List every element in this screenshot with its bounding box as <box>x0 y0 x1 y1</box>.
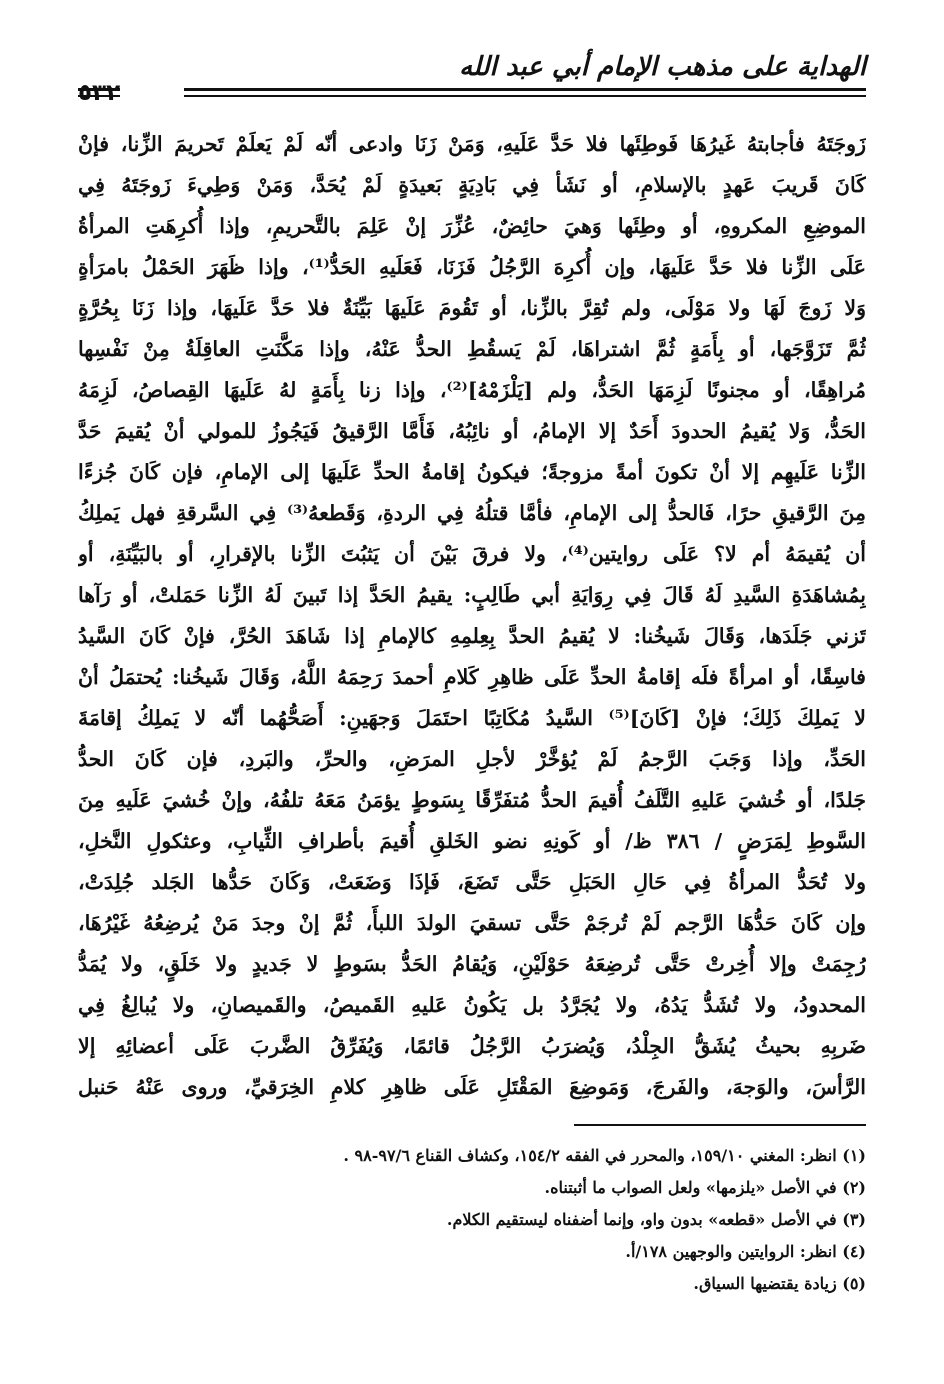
text-line: لا يَملِكَ ذَلِكَ؛ فإنْ [كَانَ]⁽⁵⁾ السَّيدُ مُكَاتِبًا احتَمَلَ وَجهَينِ: أَصَحُّهُما أنّه لا يَملِكُ إقامَةَ <box>78 706 866 730</box>
running-header <box>78 44 866 106</box>
text-line: المحدودُ، ولا تُشَدُّ يَدُهُ، ولا يُجَرَّدُ بل يَكُونُ عَليهِ القَميصُ، والقَميصانِ، ولا يُبالِغُ فِي <box>78 993 866 1017</box>
text-line: ثُمَّ تَزَوَّجَها، أو بِأَمَةٍ ثُمَّ اشتراهَا، لَمْ يَسقُطِ الحدُّ عَنْهُ، وإذا مَكَّنَتِ العاقِلَةُ مِنْ نَفْسِها <box>78 337 866 361</box>
text-line: الحَدِّ، وإذا وَجَبَ الرَّجمُ لَمْ يُؤخَّرْ لأجلِ المرَضِ، والحرِّ، والبَردِ، فإن كَانَ الحدُّ <box>78 747 866 771</box>
text-line: ضَربِهِ بحيثُ يُشَقُّ الجِلْدُ، وَيُضرَبُ الرَّجُلُ قائمًا، وَيُفَرِّقُ الضَّربَ عَلَى أعضائِهِ إلا <box>78 1034 866 1058</box>
text-line: الموضِعِ المكروهِ، أو وطِئَها وَهيَ حائِضٌ، عُزِّرَ إنْ عَلِمَ بالتَّحريمِ، وإذا أُكرِهَتِ المرأةُ <box>78 214 866 238</box>
text-line: الرَّأسَ، والوَجهَ، والفَرجَ، وَمَوضِعَ المَقْتَلِ عَلَى ظاهِرِ كلامِ الخِرَقيِّ، وروى عَنْهُ حَنبل <box>78 1075 866 1099</box>
header-rule-short-thin <box>78 95 120 97</box>
footnote: (٤) انظر: الروايتين والوجهين ١٧٨/أ. <box>625 1242 866 1261</box>
footnote-separator <box>574 1124 866 1126</box>
text-line: تَزني جَلَدَها، وَقَالَ شَيخُنا: لا يُقيمُ الحدَّ بِعِلمِهِ كالإمامِ إذا شَاهَدَ الحُرَّ، فإنْ كَانَ السَّيدُ <box>78 624 866 648</box>
text-line: رُجِمَتْ وإلا أُخِرتْ حَتَّى تُرضِعَهُ حَوْلَيْنِ، وَيُقامُ الحَدُّ بسَوطٍ لا جَديدٍ ولا خَلَقٍ، ولا يُمَدُّ <box>78 952 866 976</box>
text-line: زَوجَتَهُ فأجابتهُ غَيرُهَا فَوطِئَها فلا حَدَّ عَلَيهِ، وَمَنْ زَنَا وادعى أنّه لَمْ يَعلَمْ تَحريمَ الزِّنا، فإنْ <box>78 132 866 156</box>
text-line: الحَدُّ، وَلا يُقيمُ الحدودَ أَحَدٌ إلا الإمامُ، أو نائِبُهُ، فَأَمَّا الرَّقيقُ فَيَجُوزُ للمولي أنْ يُقيمَ حَدَّ <box>78 419 866 443</box>
text-line: مُراهِقًا، أو مجنونًا لَزِمَهَا الحَدُّ، ولم [يَلْزَمْهُ]⁽²⁾، وإذا زنا بِأَمَةٍ لهُ عَلَيهَا القِصاصُ، لَزِمَهُ <box>78 378 866 402</box>
text-line: وإن كَانَ حَدُّهَا الرَّجم لَمْ تُرجَمْ حَتَّى تسقيَ الولدَ اللبأَ، ثُمَّ إنْ وجدَ مَنْ يُرضِعُهُ غَيْرُهَا، <box>78 911 866 935</box>
text-line: مِنَ الرَّقيقِ حرًا، فَالحدُّ إلى الإمامِ، فأمَّا قتلُهُ فِي الردةِ، وَقَطعهُ⁽³⁾ فِي السَّرقةِ فهل يَملِكُ <box>78 501 866 525</box>
running-title: الهداية على مذهب الإمام أبي عبد الله <box>459 52 866 82</box>
text-line: جَلدًا، أو خُشيَ عَليهِ التَّلَفُ أُقيمَ الحدُّ مُتفَرِّقًا بِسَوطٍ يؤمَنُ مَعَهُ تلفُهُ، وإنْ خُشيَ عَلَيهِ مِنَ <box>78 788 866 812</box>
header-rule <box>184 88 866 91</box>
footnote: (٥) زيادة يقتضيها السياق. <box>693 1274 866 1293</box>
header-rule-short <box>78 88 120 91</box>
text-line: الزِّنا عَلَيهِم إلا أنْ تكونَ أمةً مزوجةً؛ فيكونُ إقامةُ الحدِّ عَلَيهَا إلى الإمامِ، فإن كَانَ جُزءًا <box>78 460 866 484</box>
text-line: فاسِقًا، أو امرأةً فلَه إقامةُ الحدِّ عَلَى ظاهِرِ كَلامِ أحمدَ رَحِمَهُ اللَّهُ، وَقَالَ شَيخُنا: يُحتمَلُ أنْ <box>78 665 866 689</box>
header-rule-thin <box>184 95 866 97</box>
text-line: عَلَى الزِّنا فلا حَدَّ عَلَيهَا، وإن أُكرِهَ الرَّجُلُ فَزَنَا، فَعَلَيهِ الحَدُّ⁽¹⁾، وإذا ظَهَرَ الحَمْلُ بامرَأةٍ <box>78 255 866 279</box>
main-text <box>78 124 866 1108</box>
text-line: كَانَ قَريبَ عَهدٍ بالإسلامِ، أو نَشَأ فِي بَادِيَةٍ بَعيدَةٍ لَمْ يُحَدَّ، وَمَنْ وَطِيءَ زَوجَتَهُ فِي <box>78 173 866 197</box>
text-line: وَلا زَوجَ لَهَا ولا مَوْلَى، ولم تُقِرَّ بالزِّنا، أو تَقُومَ عَلَيهَا بَيِّنَةٌ فلا حَدَّ عَلَيهَا، وإذا زَنَا بِحُرَّةٍ <box>78 296 866 320</box>
text-line: السَّوطِ لِمَرَضٍ / ٣٨٦ ظ/ أو كَونِهِ نضو الخَلقِ أُقيمَ بأطرافِ الثِّيابِ، وعثكولِ النَّخلِ، <box>78 829 866 853</box>
footnote: (٢) في الأصل «يلزمها» ولعل الصواب ما أثبتناه. <box>544 1178 866 1197</box>
page-number: ٥٣٢ <box>78 80 121 106</box>
footnote: (١) انظر: المغني ١٥٩/١٠، والمحرر في الفقه ١٥٤/٢، وكشاف القناع ٩٧/٦-٩٨ . <box>343 1146 866 1165</box>
footnote: (٣) في الأصل «قطعه» بدون واو، وإنما أضفناه ليستقيم الكلام. <box>446 1210 866 1229</box>
footnotes <box>78 1140 866 1300</box>
text-line: أن يُقيمَهُ أم لا؟ عَلَى روايتين⁽⁴⁾، ولا فرقَ بَيْنَ أن يَثبُتَ الزِّنا بالإقرارِ، أو بالبَيِّنَةِ، أو <box>78 542 866 566</box>
text-line: ولا تُحَدُّ المرأةُ فِي حَالِ الحَبَلِ حَتَّى تَضَعَ، فَإذَا وَضَعَتْ، وَكَانَ حَدُّها الجَلد جُلِدَتْ، <box>78 870 866 894</box>
text-line: بِمُشاهَدَةِ السَّيدِ لَهُ قَالَ فِي رِوَايَةِ أبي طَالِبٍ: يقيمُ الحَدَّ إذا تَبينَ لَهُ الزِّنا حَمَلتْ، أو رَآها <box>78 583 866 607</box>
